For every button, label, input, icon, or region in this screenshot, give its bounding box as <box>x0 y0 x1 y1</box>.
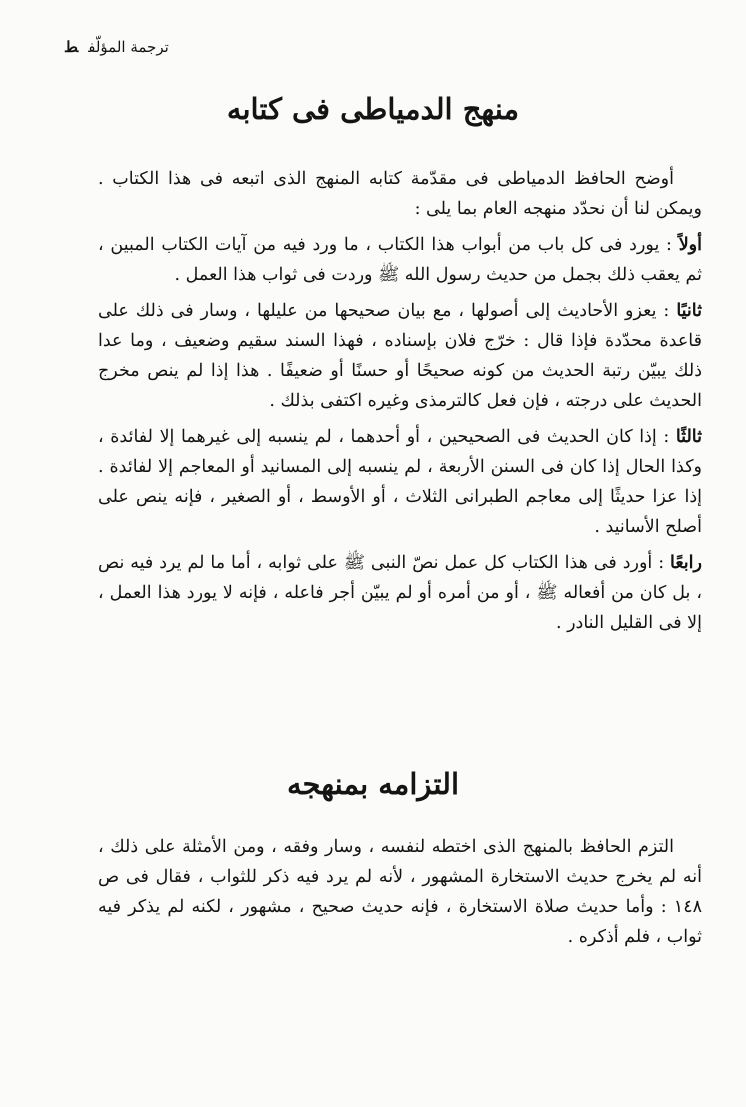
point-text: : يورد فى كل باب من أبواب هذا الكتاب ، ما ورد فيه من آيات الكتاب المبين ، ثم يعقب ذلك بجمل من حديث رسول الله ﷺ وردت فى ثواب هذا العمل . <box>98 235 702 285</box>
running-head <box>64 38 169 56</box>
point-paragraph <box>98 230 702 290</box>
point-lead: ثانيًا <box>676 301 702 321</box>
point-text: : يعزو الأحاديث إلى أصولها ، مع بيان صحيحها من عليلها ، وسار فى ذلك على قاعدة محدّدة فإذا قال : خرّج فلان بإسناده ، فهذا السند سقيم وضعيف ، وما عدا ذلك يبيّن رتبة الحديث من كونه صحيحًا أو حسنًا أو ضعيفًا . هذا إذا لم ينص مخرج الحديث على درجته ، فإن فعل كالترمذى وغيره اكتفى بذلك . <box>98 301 702 411</box>
page-folio: ط <box>64 38 79 56</box>
point-lead: ثالثًا <box>675 427 702 447</box>
adherence-text <box>98 832 702 952</box>
point-lead: أولاً <box>678 235 702 255</box>
adherence-paragraph: التزم الحافظ بالمنهج الذى اختطه لنفسه ، وسار وفقه ، ومن الأمثلة على ذلك ، أنه لم يخرج حديث الاستخارة المشهور ، لأنه لم يرد فيه ذكر للثواب ، فقال فى ص ١٤٨ : وأما حديث صلاة الاستخارة ، فإنه حديث صحيح ، مشهور ، لكنه لم يذكر فيه ثواب ، فلم أذكره . <box>98 837 702 947</box>
section-heading-adherence: التزامه بمنهجه <box>286 767 460 801</box>
point-paragraph <box>98 296 702 416</box>
point-paragraph <box>98 548 702 638</box>
point-lead: رابعًا <box>670 553 702 573</box>
point-text: : إذا كان الحديث فى الصحيحين ، أو أحدهما ، لم ينسبه إلى غيرهما إلا لفائدة ، وكذا الحال إذا كان فى السنن الأربعة ، لم ينسبه إلى المسانيد أو المعاجم إلا لفائدة . إذا عزا حديثًا إلى معاجم الطبرانى الثلاث ، أو الأوسط ، أو الصغير ، فإنه ينص على أصلح الأسانيد . <box>98 427 702 537</box>
intro-paragraph: أوضح الحافظ الدمياطى فى مقدّمة كتابه المنهج الذى اتبعه فى هذا الكتاب . ويمكن لنا أن نحدّد منهجه العام بما يلى : <box>98 169 702 219</box>
section-heading-methodology: منهج الدمياطى فى كتابه <box>226 92 520 126</box>
point-text: : أورد فى هذا الكتاب كل عمل نصّ النبى ﷺ على ثوابه ، أما ما لم يرد فيه نص ، بل كان من أفعاله ﷺ ، أو من أمره أو لم يبيّن أجر فاعله ، فإنه لا يورد هذا العمل ، إلا فى القليل النادر . <box>98 553 702 633</box>
methodology-text <box>98 164 702 638</box>
point-paragraph <box>98 422 702 542</box>
running-head-title: ترجمة المؤلّف <box>88 38 169 56</box>
